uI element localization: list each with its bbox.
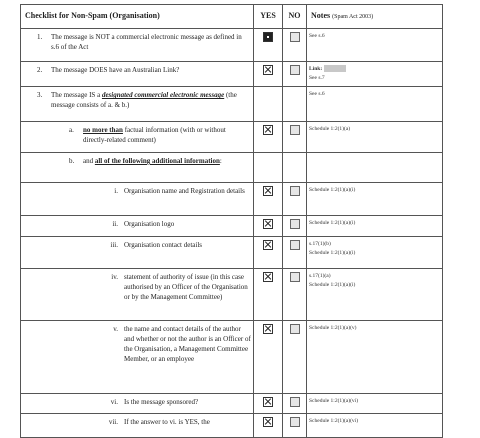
no-checkbox[interactable] (290, 32, 300, 42)
item-note: See s.7 (309, 75, 325, 81)
notes-label: Notes (311, 11, 331, 20)
item-text-prefix: and (83, 157, 95, 165)
item-note: See s.6 (307, 29, 443, 62)
notes-sub: (Spam Act 2003) (332, 14, 374, 20)
item-note-secondary: Schedule 1:2(1)(a)(i) (309, 282, 356, 288)
yes-header: YES (254, 5, 283, 29)
item-note: Schedule 1:2(1)(a) (307, 122, 443, 153)
no-checkbox[interactable] (290, 272, 300, 282)
no-checkbox[interactable] (290, 186, 300, 196)
no-checkbox[interactable] (290, 125, 300, 135)
item-number: 1. (37, 33, 43, 41)
item-note: Schedule 1:2(1)(a)(vi) (307, 394, 443, 414)
item-note: Schedule 1:2(1)(a)(i) (307, 183, 443, 216)
item-text: the name and contact details of the author and whether or not the author is an Officer of the Organisation, a Management Committee Member, or an employee (124, 325, 251, 363)
checklist-row (21, 394, 443, 414)
yes-checkbox[interactable] (263, 65, 273, 75)
yes-checkbox[interactable] (263, 397, 273, 407)
item-number: v. (113, 325, 118, 333)
checklist-row (21, 237, 443, 269)
yes-checkbox[interactable] (263, 272, 273, 282)
no-checkbox[interactable] (290, 397, 300, 407)
header-row (21, 5, 443, 29)
yes-checkbox[interactable] (263, 240, 273, 250)
item-note: s.17(1)(b) (309, 241, 331, 247)
item-number: ii. (112, 220, 118, 228)
yes-checkbox[interactable] (263, 219, 273, 229)
item-number: i. (114, 187, 118, 195)
item-text-suffix: (the message consists of a. & b.) (51, 91, 237, 109)
checklist-row (21, 153, 443, 183)
no-checkbox[interactable] (290, 324, 300, 334)
checklist-row (21, 122, 443, 153)
checklist-row (21, 414, 443, 438)
checklist-row (21, 269, 443, 321)
yes-checkbox[interactable] (263, 125, 273, 135)
item-number: iv. (111, 273, 118, 281)
checklist-row (21, 321, 443, 394)
item-number: vii. (108, 418, 118, 426)
checklist-title: Checklist for Non-Spam (Organisation) (21, 5, 254, 29)
item-text: Organisation logo (124, 220, 175, 228)
item-text: Organisation name and Registration details (124, 187, 245, 195)
item-text: The message DOES have an Australian Link? (51, 66, 180, 74)
checklist-row (21, 29, 443, 62)
item-number: vi. (110, 398, 118, 406)
item-text-suffix: factual information (with or without directly-related comment) (83, 126, 226, 144)
item-note (307, 153, 443, 183)
notes-header (307, 5, 443, 29)
redacted-block (324, 65, 346, 72)
yes-checkbox[interactable] (263, 186, 273, 196)
item-note: See s.6 (307, 87, 443, 122)
item-text: The message is NOT a commercial electronic message as defined in s.6 of the Act (51, 33, 242, 51)
no-checkbox[interactable] (290, 240, 300, 250)
item-text-prefix: The message IS a (51, 91, 102, 99)
no-checkbox[interactable] (290, 65, 300, 75)
item-text-emphasis: all of the following additional information (94, 157, 220, 165)
yes-checkbox[interactable] (263, 417, 273, 427)
checklist-row (21, 62, 443, 87)
item-text: If the answer to vi. is YES, the (124, 418, 210, 426)
item-text: Organisation contact details (124, 241, 203, 249)
item-note-secondary: Schedule 1:2(1)(a)(i) (309, 250, 356, 256)
yes-checkbox[interactable] (263, 324, 273, 334)
yes-checkbox[interactable] (263, 32, 273, 42)
no-checkbox[interactable] (290, 219, 300, 229)
link-label: Link: (309, 66, 323, 72)
item-note: Schedule 1:2(1)(a)(i) (307, 216, 443, 237)
item-text: Is the message sponsored? (124, 398, 199, 406)
item-number: 2. (37, 66, 43, 74)
item-text-suffix: : (219, 157, 222, 165)
item-note: s.17(1)(a) (309, 273, 331, 279)
item-number: b. (69, 157, 75, 165)
item-note: Schedule 1:2(1)(a)(vi) (307, 414, 443, 438)
item-note: Schedule 1:2(1)(a)(v) (307, 321, 443, 394)
checklist-table (20, 4, 443, 438)
no-header: NO (283, 5, 307, 29)
checklist-row (21, 183, 443, 216)
item-number: 3. (37, 91, 43, 99)
item-number: a. (69, 126, 74, 134)
item-text-emphasis: designated commercial electronic message (101, 91, 225, 99)
no-checkbox[interactable] (290, 417, 300, 427)
checklist-row (21, 216, 443, 237)
item-number: iii. (110, 241, 118, 249)
checklist-row (21, 87, 443, 122)
item-text: statement of authority of issue (in this case authorised by an Officer of the Organisation or by the Management Committee) (124, 273, 248, 301)
item-text-emphasis: no more than (83, 126, 123, 134)
